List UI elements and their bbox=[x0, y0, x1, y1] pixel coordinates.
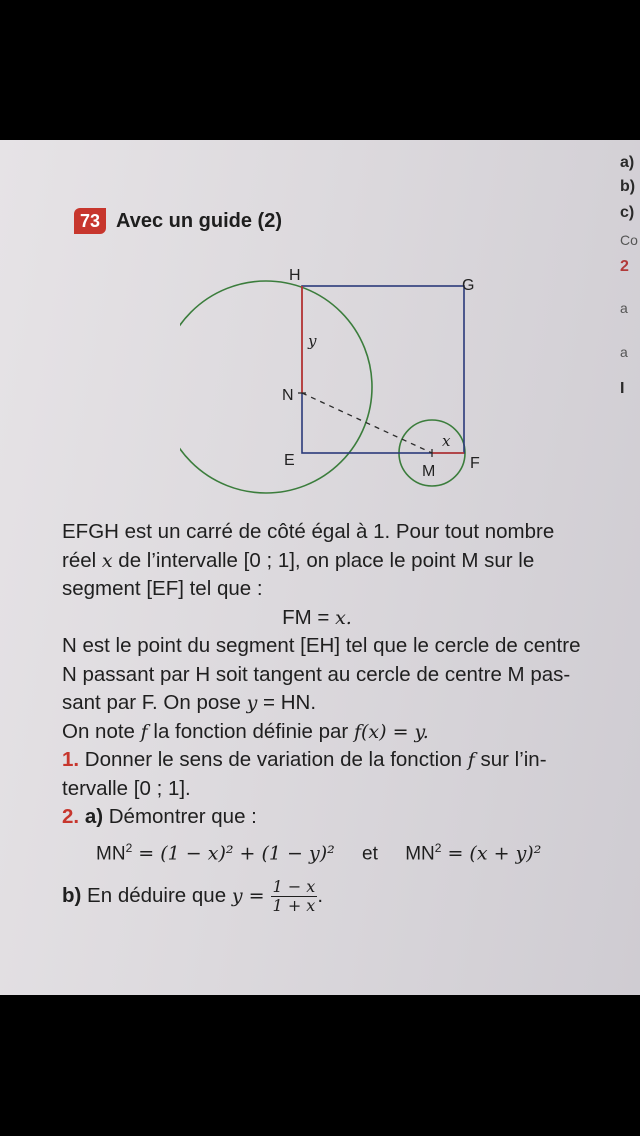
segment-nm-dashed bbox=[302, 393, 432, 453]
label-e: E bbox=[284, 452, 295, 469]
square-efgh bbox=[302, 286, 464, 453]
label-g: G bbox=[462, 277, 475, 294]
paragraph-line: sant par F. On pose y = HN. bbox=[62, 691, 317, 714]
adjacent-column-margin bbox=[606, 140, 640, 995]
geometry-figure bbox=[180, 258, 500, 498]
var-x: x bbox=[101, 549, 113, 572]
question-number: 2. bbox=[62, 805, 80, 828]
paragraph-line: réel x de l’intervalle [0 ; 1], on place le point M sur le bbox=[62, 548, 535, 572]
textbook-page bbox=[0, 140, 640, 995]
paragraph-line: N est le point du segment [EH] tel que le cercle de centre bbox=[62, 634, 581, 657]
label-f: F bbox=[470, 455, 480, 472]
paragraph-line: On note f la fonction définie par f(x) = y. bbox=[62, 719, 429, 743]
equation-mn: $MN^2 = (1 - x)^2 + (1 - y)^2$ et $MN^2 = (x + y)^2$ bbox=[96, 840, 542, 864]
margin-item: b) bbox=[620, 178, 636, 195]
question-2b: b) En déduire que y = $\frac{1 - x}{1 + x}$ . bbox=[62, 877, 324, 916]
label-n: N bbox=[282, 387, 294, 404]
margin-item: 2 bbox=[620, 258, 629, 275]
question-1: 1. Donner le sens de variation de la fonction f sur l’in- bbox=[62, 748, 547, 771]
margin-item: a bbox=[620, 300, 628, 316]
question-2a: 2. a) Démontrer que : bbox=[62, 805, 257, 828]
question-number: 1. bbox=[62, 748, 80, 771]
margin-item: c) bbox=[620, 204, 635, 221]
label-h: H bbox=[289, 267, 301, 284]
exercise-title: Avec un guide (2) bbox=[116, 209, 282, 232]
label-x: x bbox=[442, 432, 451, 450]
margin-item: I bbox=[620, 380, 625, 397]
large-circle bbox=[180, 281, 372, 493]
label-m: M bbox=[422, 463, 436, 480]
margin-item: Co bbox=[620, 232, 638, 248]
margin-item: a) bbox=[620, 154, 635, 171]
label-y: y bbox=[308, 332, 317, 350]
fraction: $\frac{1 - x}{1 + x}$ bbox=[272, 877, 316, 916]
paragraph-line: EFGH est un carré de côté égal à 1. Pour tout nombre bbox=[62, 520, 555, 543]
exercise-header bbox=[74, 208, 282, 234]
paragraph-line: N passant par H soit tangent au cercle de centre M pas- bbox=[62, 662, 571, 686]
margin-item: a bbox=[620, 344, 628, 360]
paragraph-line: segment [EF] tel que : bbox=[62, 577, 263, 600]
exercise-number-badge: 73 bbox=[74, 208, 106, 234]
question-1-cont: tervalle [0 ; 1]. bbox=[62, 776, 191, 800]
exercise-text bbox=[62, 518, 602, 915]
equation-fm: FM = x. bbox=[282, 605, 352, 629]
